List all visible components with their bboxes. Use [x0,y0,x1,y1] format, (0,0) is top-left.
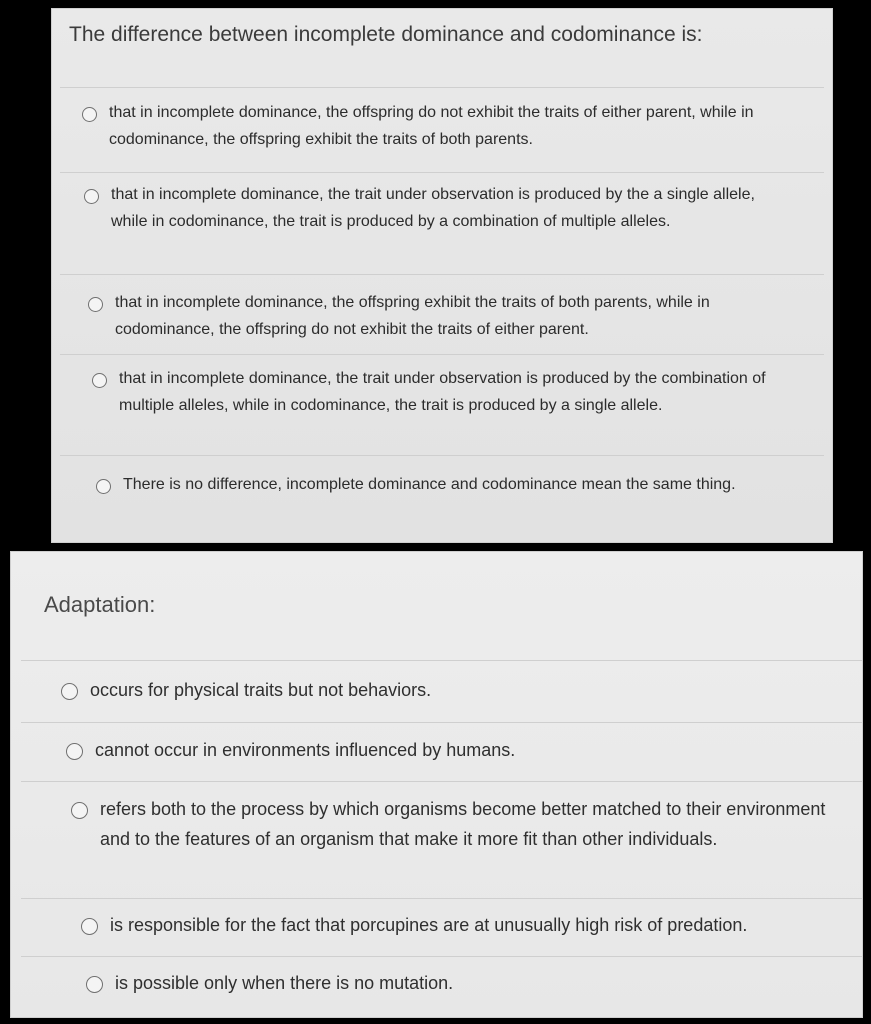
answer-option[interactable] [96,475,786,498]
radio-button[interactable] [71,802,88,819]
answer-option-text: cannot occur in environments influenced by humans. [95,740,516,760]
answer-option[interactable] [92,369,782,419]
answer-option[interactable] [82,103,772,153]
divider [60,274,824,275]
divider [21,898,862,899]
answer-option-text: that in incomplete dominance, the offspring exhibit the traits of both parents, while in codominance, the offspring do not exhibit the traits of either parent. [115,294,710,338]
divider [60,354,824,355]
divider [60,172,824,173]
answer-option[interactable] [71,799,841,854]
divider [60,87,824,88]
answer-option[interactable] [84,185,774,235]
question-panel-adaptation [10,551,863,1018]
question-title: The difference between incomplete dominance and codominance is: [69,23,703,46]
answer-option-text: occurs for physical traits but not behaviors. [90,680,432,700]
divider [21,956,862,957]
radio-button[interactable] [86,976,103,993]
divider [60,455,824,456]
answer-option-text: that in incomplete dominance, the trait under observation is produced by the a single allele, while in codominance, the trait is produced by a combination of multiple alleles. [111,186,755,230]
radio-button[interactable] [88,297,103,312]
answer-option[interactable] [61,680,841,705]
answer-option[interactable] [81,915,856,940]
radio-button[interactable] [66,743,83,760]
answer-option[interactable] [66,740,846,765]
answer-option-text: that in incomplete dominance, the offspring do not exhibit the traits of either parent, while in codominance, the offspring exhibit the traits of both parents. [109,104,754,148]
answer-option-text: that in incomplete dominance, the trait under observation is produced by the combination of multiple alleles, while in codominance, the trait is produced by a single allele. [119,370,766,414]
answer-option-text: There is no difference, incomplete dominance and codominance mean the same thing. [123,476,736,493]
answer-option-text: refers both to the process by which organisms become better matched to their environment and to the features of an organism that make it more fit than other individuals. [100,799,826,849]
divider [21,781,862,782]
answer-option[interactable] [86,973,846,998]
answer-option-text: is possible only when there is no mutation. [115,973,454,993]
answer-option[interactable] [88,293,778,343]
question-panel-inheritance [51,8,833,543]
radio-button[interactable] [82,107,97,122]
radio-button[interactable] [92,373,107,388]
radio-button[interactable] [96,479,111,494]
radio-button[interactable] [61,683,78,700]
question-title: Adaptation: [44,592,156,617]
divider [21,722,862,723]
radio-button[interactable] [84,189,99,204]
radio-button[interactable] [81,918,98,935]
answer-option-text: is responsible for the fact that porcupines are at unusually high risk of predation. [110,915,748,935]
divider [21,660,862,661]
